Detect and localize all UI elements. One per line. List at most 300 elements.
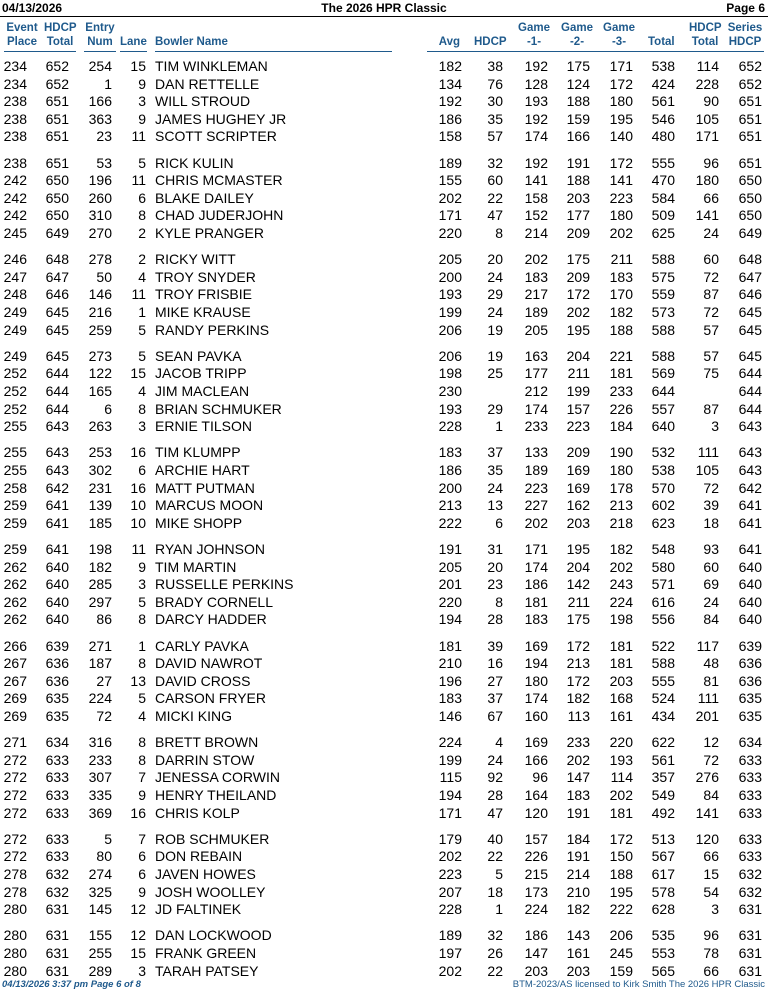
cell-series-hdcp: 646 [738, 286, 762, 303]
cell-game2: 184 [566, 830, 590, 847]
cell-game2: 211 [567, 593, 590, 610]
cell-hdcp: 30 [487, 93, 503, 110]
cell-game2: 188 [566, 172, 590, 189]
cell-game3: 188 [609, 866, 633, 882]
cell-total: 357 [651, 769, 675, 786]
table-row [0, 172, 768, 189]
cell-hdcp-total-2: 87 [703, 400, 719, 417]
cell-hdcp-total-2: 84 [703, 787, 719, 803]
cell-bowler-name: RYAN JOHNSON [155, 541, 265, 557]
table-row [0, 787, 768, 804]
cell-hdcp-total: 631 [45, 927, 69, 944]
cell-avg: 224 [438, 734, 462, 751]
cell-place: 267 [3, 672, 27, 689]
cell-lane: 2 [138, 225, 146, 241]
table-row [0, 93, 768, 110]
cell-series-hdcp: 643 [738, 462, 762, 478]
table-row [0, 611, 768, 628]
cell-hdcp-total: 645 [45, 304, 69, 320]
cell-game2: 209 [566, 444, 590, 461]
table-row [0, 322, 768, 339]
cell-total: 571 [651, 576, 675, 593]
cell-total: 565 [651, 962, 675, 979]
cell-series-hdcp: 651 [738, 93, 762, 110]
cell-total: 588 [651, 347, 675, 364]
cell-hdcp-total-2: 75 [703, 365, 719, 382]
cell-hdcp: 60 [487, 172, 503, 189]
cell-series-hdcp: 645 [738, 304, 762, 320]
cell-game1: 192 [524, 58, 548, 74]
cell-lane: 5 [138, 347, 146, 364]
cell-avg: 179 [438, 830, 462, 847]
cell-place: 262 [3, 611, 27, 628]
cell-bowler-name: SEAN PAVKA [155, 347, 242, 364]
cell-place: 272 [3, 848, 27, 865]
cell-series-hdcp: 631 [738, 927, 762, 944]
page-number: Page 6 [726, 1, 765, 15]
cell-avg: 228 [438, 901, 462, 918]
cell-total: 623 [651, 514, 675, 531]
table-row [0, 286, 768, 303]
cell-lane: 11 [131, 286, 146, 303]
cell-hdcp-total: 636 [45, 655, 69, 672]
cell-game1: 189 [524, 304, 548, 320]
cell-entry-num: 80 [96, 848, 112, 865]
cell-game1: 164 [524, 787, 548, 803]
cell-total: 557 [651, 400, 675, 417]
cell-game2: 113 [567, 708, 590, 724]
table-row [0, 480, 768, 497]
cell-game3: 198 [609, 611, 633, 628]
cell-hdcp-total: 645 [45, 347, 69, 364]
cell-game3: 170 [609, 286, 633, 303]
cell-entry-num: 307 [88, 769, 112, 786]
cell-series-hdcp: 635 [738, 708, 762, 724]
cell-hdcp-total: 633 [45, 848, 69, 865]
cell-total: 546 [651, 110, 675, 127]
cell-hdcp: 47 [487, 207, 503, 224]
cell-entry-num: 1 [104, 75, 112, 92]
cell-avg: 199 [438, 751, 462, 768]
cell-place: 245 [3, 225, 27, 241]
cell-game2: 210 [566, 883, 590, 900]
table-row [0, 963, 768, 980]
cell-game2: 183 [566, 787, 590, 803]
cell-hdcp: 1 [495, 418, 503, 435]
cell-game1: 174 [524, 400, 548, 417]
cell-series-hdcp: 636 [738, 655, 762, 672]
col-lane: Lane [120, 36, 147, 48]
cell-hdcp-total: 633 [45, 787, 69, 803]
cell-game1: 186 [524, 576, 548, 593]
cell-total: 509 [651, 207, 675, 224]
cell-total: 640 [651, 418, 675, 435]
cell-total: 622 [651, 734, 675, 751]
cell-series-hdcp: 632 [738, 866, 762, 882]
cell-total: 580 [651, 558, 675, 575]
cell-hdcp: 8 [495, 225, 503, 241]
cell-place: 238 [3, 110, 27, 127]
cell-hdcp: 35 [487, 462, 503, 478]
cell-hdcp-total-2: 87 [703, 286, 719, 303]
cell-game2: 157 [566, 400, 590, 417]
cell-entry-num: 316 [88, 734, 112, 751]
cell-game3: 180 [609, 93, 633, 110]
col-avg: Avg [438, 36, 460, 48]
cell-series-hdcp: 632 [738, 883, 762, 900]
cell-entry-num: 5 [104, 830, 112, 847]
cell-hdcp-total-2: 66 [703, 848, 719, 865]
cell-place: 259 [3, 497, 27, 514]
cell-total: 561 [651, 751, 675, 768]
table-row [0, 365, 768, 382]
cell-hdcp: 22 [487, 962, 503, 979]
cell-lane: 15 [130, 365, 146, 382]
cell-game1: 223 [524, 479, 548, 496]
cell-place: 255 [3, 418, 27, 435]
cell-total: 556 [651, 611, 675, 628]
cell-bowler-name: DON REBAIN [155, 848, 243, 865]
cell-bowler-name: CHRIS MCMASTER [155, 172, 283, 189]
cell-hdcp: 38 [487, 58, 503, 74]
report-footer [0, 979, 768, 991]
cell-bowler-name: SCOTT SCRIPTER [155, 128, 277, 145]
cell-entry-num: 274 [88, 866, 112, 882]
cell-bowler-name: BRETT BROWN [155, 734, 259, 751]
cell-entry-num: 289 [88, 962, 112, 979]
cell-game2: 211 [567, 365, 590, 382]
cell-entry-num: 259 [88, 321, 112, 338]
cell-entry-num: 271 [88, 637, 112, 654]
cell-hdcp-total: 644 [45, 365, 69, 382]
cell-series-hdcp: 635 [738, 690, 762, 707]
cell-hdcp-total: 640 [45, 576, 69, 593]
cell-hdcp: 28 [487, 787, 503, 803]
cell-total: 584 [651, 189, 675, 206]
cell-lane: 3 [138, 93, 146, 110]
cell-bowler-name: CARSON FRYER [155, 690, 266, 707]
cell-game2: 162 [566, 497, 590, 514]
cell-total: 616 [651, 593, 675, 610]
cell-bowler-name: DAVID CROSS [155, 672, 251, 689]
table-row [0, 690, 768, 707]
cell-hdcp: 40 [487, 830, 503, 847]
table-row [0, 225, 768, 242]
cell-hdcp: 32 [487, 154, 503, 171]
cell-series-hdcp: 643 [738, 418, 762, 435]
cell-hdcp-total-2: 180 [695, 172, 719, 189]
cell-game3: 193 [609, 751, 633, 768]
cell-game3: 184 [609, 418, 633, 435]
cell-series-hdcp: 640 [738, 558, 762, 575]
cell-hdcp: 13 [487, 497, 503, 514]
cell-lane: 8 [138, 207, 146, 224]
cell-hdcp: 19 [487, 347, 503, 364]
cell-entry-num: 166 [88, 93, 112, 110]
cell-hdcp: 19 [487, 321, 503, 338]
cell-hdcp: 29 [487, 400, 503, 417]
cell-game1: 212 [524, 383, 548, 399]
cell-series-hdcp: 652 [738, 75, 762, 92]
cell-total: 588 [651, 321, 675, 338]
cell-avg: 202 [438, 962, 462, 979]
cell-place: 252 [3, 400, 27, 417]
cell-hdcp-total-2: 96 [703, 927, 719, 944]
cell-game3: 181 [609, 655, 633, 672]
cell-entry-num: 363 [88, 110, 112, 127]
cell-hdcp-total-2: 15 [703, 866, 719, 882]
cell-game1: 217 [524, 286, 548, 303]
table-row [0, 190, 768, 207]
table-row [0, 128, 768, 145]
table-row [0, 251, 768, 268]
cell-entry-num: 139 [88, 497, 112, 514]
col-game3: Game -3- [603, 22, 635, 48]
cell-hdcp-total-2: 60 [703, 558, 719, 575]
cell-hdcp-total: 631 [45, 901, 69, 918]
cell-game2: 203 [566, 514, 590, 531]
cell-lane: 8 [138, 751, 146, 768]
cell-avg: 134 [438, 75, 462, 92]
cell-hdcp: 24 [487, 479, 503, 496]
cell-series-hdcp: 633 [738, 787, 762, 803]
cell-place: 242 [3, 189, 27, 206]
cell-place: 269 [3, 708, 27, 724]
cell-hdcp-total-2: 72 [703, 268, 719, 285]
cell-total: 588 [651, 251, 675, 268]
cell-bowler-name: KYLE PRANGER [155, 225, 264, 241]
col-series-hdcp: Series HDCP [727, 22, 763, 48]
cell-place: 238 [3, 154, 27, 171]
cell-lane: 6 [138, 462, 146, 478]
table-row [0, 348, 768, 365]
cell-hdcp-total: 633 [45, 769, 69, 786]
cell-avg: 183 [438, 444, 462, 461]
cell-place: 242 [3, 172, 27, 189]
cell-entry-num: 53 [96, 154, 112, 171]
cell-place: 242 [3, 207, 27, 224]
cell-game3: 223 [609, 189, 633, 206]
cell-game3: 221 [609, 347, 633, 364]
cell-hdcp-total: 636 [45, 672, 69, 689]
cell-avg: 220 [438, 225, 462, 241]
cell-series-hdcp: 631 [738, 962, 762, 979]
cell-bowler-name: CHAD JUDERJOHN [155, 207, 284, 224]
cell-avg: 189 [438, 927, 462, 944]
cell-series-hdcp: 642 [738, 479, 762, 496]
cell-avg: 201 [438, 576, 462, 593]
cell-series-hdcp: 651 [738, 110, 762, 127]
cell-place: 255 [3, 444, 27, 461]
cell-bowler-name: MICKI KING [155, 708, 233, 724]
cell-game3: 182 [609, 304, 633, 320]
cell-place: 238 [3, 128, 27, 145]
header-underline-name [155, 51, 392, 52]
cell-game2: 182 [566, 901, 590, 918]
cell-hdcp-total-2: 72 [703, 304, 719, 320]
cell-game2: 209 [566, 225, 590, 241]
table-row [0, 884, 768, 901]
cell-game3: 178 [609, 479, 633, 496]
cell-total: 575 [651, 268, 675, 285]
cell-total: 434 [651, 708, 675, 724]
cell-avg: 158 [438, 128, 462, 145]
cell-hdcp: 67 [487, 708, 503, 724]
cell-avg: 200 [438, 268, 462, 285]
cell-total: 492 [651, 804, 675, 821]
cell-game2: 169 [566, 479, 590, 496]
cell-game3: 206 [609, 927, 633, 944]
cell-total: 602 [651, 497, 675, 514]
cell-lane: 5 [138, 154, 146, 171]
header-underline-entry [84, 51, 116, 52]
cell-bowler-name: DARRIN STOW [155, 751, 255, 768]
cell-lane: 11 [131, 128, 146, 145]
cell-series-hdcp: 648 [738, 251, 762, 268]
cell-game3: 202 [609, 558, 633, 575]
cell-total: 573 [651, 304, 675, 320]
cell-hdcp: 76 [487, 75, 503, 92]
cell-game3: 190 [609, 444, 633, 461]
col-entry-num: Entry Num [85, 22, 115, 48]
cell-bowler-name: MATT PUTMAN [155, 479, 255, 496]
cell-entry-num: 278 [88, 251, 112, 268]
cell-place: 267 [3, 655, 27, 672]
cell-total: 549 [651, 787, 675, 803]
cell-entry-num: 302 [88, 462, 112, 478]
cell-game1: 183 [524, 268, 548, 285]
cell-avg: 222 [438, 514, 462, 531]
cell-game3: 182 [609, 541, 633, 557]
cell-lane: 1 [138, 637, 146, 654]
cell-series-hdcp: 640 [738, 611, 762, 628]
cell-avg: 202 [438, 189, 462, 206]
cell-total: 628 [651, 901, 675, 918]
cell-bowler-name: DAVID NAWROT [155, 655, 263, 672]
cell-game1: 174 [524, 558, 548, 575]
cell-avg: 206 [438, 321, 462, 338]
cell-hdcp-total-2: 105 [695, 462, 719, 478]
cell-total: 480 [651, 128, 675, 145]
cell-hdcp-total-2: 78 [703, 945, 719, 961]
cell-hdcp-total: 652 [45, 75, 69, 92]
cell-lane: 5 [138, 690, 146, 707]
cell-game1: 226 [524, 848, 548, 865]
cell-hdcp: 24 [487, 751, 503, 768]
cell-avg: 146 [438, 708, 462, 724]
col-total: Total [648, 36, 675, 48]
cell-entry-num: 260 [88, 189, 112, 206]
cell-hdcp-total-2: 3 [711, 901, 719, 918]
cell-lane: 15 [130, 945, 146, 961]
cell-game1: 202 [524, 514, 548, 531]
col-hdcp-total-2: HDCP Total [689, 22, 722, 48]
cell-lane: 11 [131, 172, 146, 189]
cell-series-hdcp: 631 [738, 901, 762, 918]
cell-entry-num: 50 [96, 268, 112, 285]
cell-lane: 7 [138, 769, 146, 786]
cell-game1: 171 [524, 541, 548, 557]
cell-lane: 6 [138, 866, 146, 882]
cell-game1: 173 [524, 883, 548, 900]
cell-hdcp-total: 633 [45, 804, 69, 821]
cell-game2: 209 [566, 268, 590, 285]
cell-hdcp: 31 [487, 541, 503, 557]
cell-entry-num: 285 [88, 576, 112, 593]
cell-avg: 186 [438, 110, 462, 127]
cell-entry-num: 86 [96, 611, 112, 628]
cell-entry-num: 145 [88, 901, 112, 918]
cell-hdcp-total-2: 48 [703, 655, 719, 672]
cell-hdcp: 37 [487, 444, 503, 461]
cell-hdcp-total-2: 81 [703, 672, 719, 689]
cell-entry-num: 23 [96, 128, 112, 145]
cell-game3: 141 [609, 172, 633, 189]
cell-place: 246 [3, 251, 27, 268]
cell-hdcp-total: 650 [45, 172, 69, 189]
cell-place: 262 [3, 576, 27, 593]
cell-hdcp-total-2: 96 [703, 154, 719, 171]
table-row [0, 866, 768, 883]
table-row [0, 752, 768, 769]
cell-series-hdcp: 633 [738, 804, 762, 821]
cell-entry-num: 231 [88, 479, 112, 496]
cell-game1: 180 [524, 672, 548, 689]
cell-hdcp-total-2: 72 [703, 479, 719, 496]
cell-place: 272 [3, 830, 27, 847]
cell-entry-num: 185 [88, 514, 112, 531]
cell-game1: 133 [524, 444, 548, 461]
table-row [0, 401, 768, 418]
cell-game3: 171 [609, 58, 633, 74]
cell-total: 644 [651, 383, 675, 399]
cell-lane: 13 [130, 672, 146, 689]
cell-place: 280 [3, 945, 27, 961]
cell-game1: 233 [524, 418, 548, 435]
cell-hdcp-total: 650 [45, 207, 69, 224]
cell-series-hdcp: 633 [738, 769, 762, 786]
cell-game3: 203 [609, 672, 633, 689]
cell-game1: 186 [524, 927, 548, 944]
cell-avg: 199 [438, 304, 462, 320]
footer-license: BTM-2023/AS licensed to Kirk Smith The 2026 HPR Classic [512, 979, 765, 990]
table-row [0, 111, 768, 128]
cell-game2: 202 [566, 751, 590, 768]
cell-hdcp: 29 [487, 286, 503, 303]
cell-hdcp-total: 631 [45, 945, 69, 961]
cell-lane: 9 [138, 883, 146, 900]
cell-hdcp: 47 [487, 804, 503, 821]
cell-entry-num: 297 [88, 593, 112, 610]
cell-entry-num: 253 [88, 444, 112, 461]
header-underline-right [427, 51, 764, 52]
cell-hdcp-total-2: 24 [703, 225, 719, 241]
cell-hdcp: 5 [495, 866, 503, 882]
cell-avg: 194 [438, 611, 462, 628]
cell-hdcp-total: 651 [45, 128, 69, 145]
cell-series-hdcp: 644 [738, 365, 762, 382]
cell-game2: 143 [566, 927, 590, 944]
cell-game2: 182 [566, 690, 590, 707]
cell-avg: 192 [438, 93, 462, 110]
cell-place: 234 [3, 58, 27, 74]
cell-avg: 186 [438, 462, 462, 478]
cell-hdcp-total-2: 57 [703, 321, 719, 338]
cell-series-hdcp: 633 [738, 848, 762, 865]
cell-hdcp: 8 [495, 593, 503, 610]
cell-entry-num: 335 [88, 787, 112, 803]
cell-avg: 223 [438, 866, 462, 882]
